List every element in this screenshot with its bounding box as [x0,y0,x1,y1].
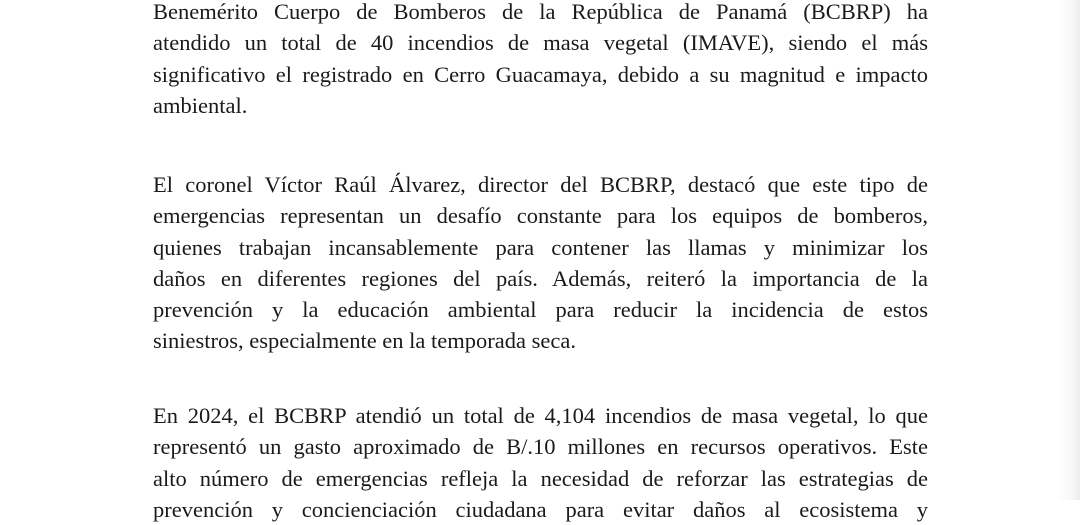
text-line: prevención y la educación ambiental para reducir la incidencia de estos [153,297,928,323]
text-line: prevención y concienciación ciudadana para evitar daños al ecosistema y [153,496,928,522]
text-line: representó un gasto aproximado de B/.10 millones en recursos operativos. Este [153,434,928,460]
text-line: ambiental. [153,92,248,118]
text-line: quienes trabajan incansablemente para contener las llamas y minimizar los [153,234,928,260]
page-edge-shadow [1058,0,1080,500]
paragraph-bcbrp-imave [153,0,928,121]
text-line: En 2024, el BCBRP atendió un total de 4,104 incendios de masa vegetal, lo que [153,403,928,428]
text-line: emergencias representan un desafío constante para los equipos de bomberos, [153,203,928,229]
text-line: daños en diferentes regiones del país. Además, reiteró la importancia de la [153,265,928,291]
text-line: alto número de emergencias refleja la necesidad de reforzar las estrategias de [153,465,928,491]
paragraph-director-statement [153,169,928,357]
text-line: significativo el registrado en Cerro Guacamaya, debido a su magnitud e impacto [153,61,928,87]
text-line: Benemérito Cuerpo de Bomberos de la República de Panamá (BCBRP) ha [153,0,928,24]
text-line: atendido un total de 40 incendios de masa vegetal (IMAVE), siendo el más [153,30,928,56]
paragraph-2024-statistics [153,400,928,525]
text-line: siniestros, especialmente en la temporada seca. [153,328,576,354]
text-line: El coronel Víctor Raúl Álvarez, director del BCBRP, destacó que este tipo de [153,172,928,197]
